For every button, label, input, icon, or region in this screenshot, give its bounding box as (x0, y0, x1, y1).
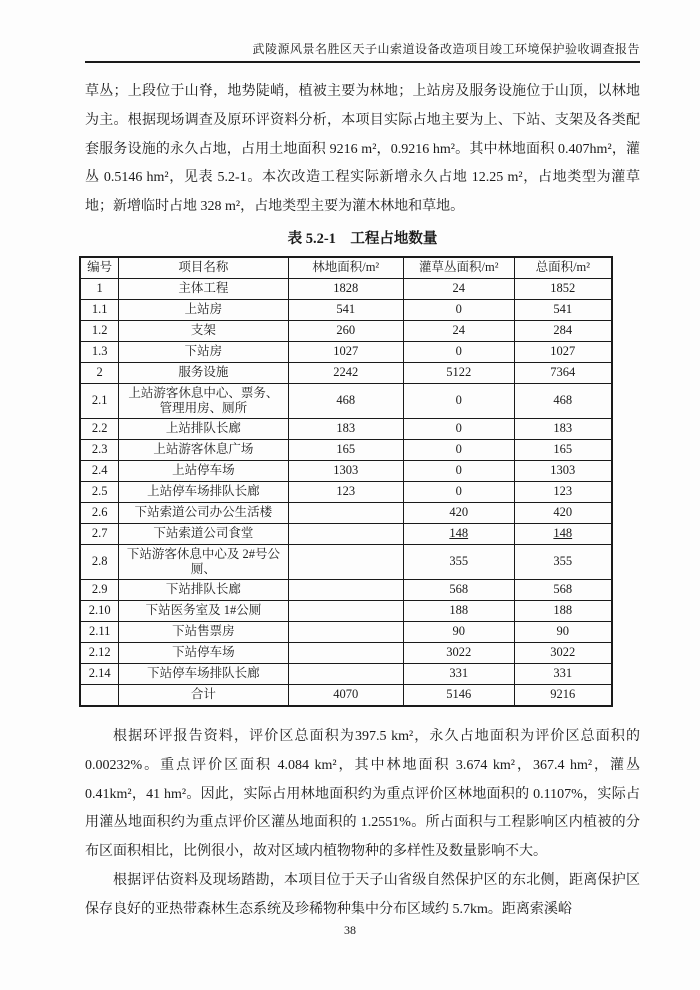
cell-project-name: 下站停车场 (119, 642, 288, 663)
cell-project-name: 上站停车场排队长廊 (119, 481, 288, 502)
cell-shrub-area: 0 (403, 439, 514, 460)
cell-shrub-area: 355 (403, 544, 514, 579)
cell-row-id: 2.9 (80, 579, 119, 600)
cell-shrub-area (403, 523, 514, 544)
table-header (80, 257, 612, 279)
cell-project-name: 支架 (119, 320, 288, 341)
table-row (80, 684, 612, 706)
cell-project-name: 下站游客休息中心及 2#号公厕、 (119, 544, 288, 579)
cell-total-area: 9216 (514, 684, 612, 706)
col-header-shrub-area: 灌草丛面积/m² (403, 257, 514, 279)
cell-total-area: 123 (514, 481, 612, 502)
cell-shrub-area: 5122 (403, 362, 514, 383)
cell-row-id: 2.1 (80, 383, 119, 418)
cell-row-id (80, 684, 119, 706)
cell-forest-area: 165 (288, 439, 403, 460)
cell-total-area: 183 (514, 418, 612, 439)
table-row (80, 502, 612, 523)
cell-shrub-area: 0 (403, 460, 514, 481)
cell-forest-area (288, 544, 403, 579)
cell-row-id: 2 (80, 362, 119, 383)
cell-total-area: 1027 (514, 341, 612, 362)
table-header-row (80, 257, 612, 279)
report-title: 武陵源风景名胜区天子山索道设备改造项目竣工环境保护验收调查报告 (252, 42, 640, 56)
cell-row-id: 1.2 (80, 320, 119, 341)
underlined-value: 148 (553, 526, 573, 541)
table-row (80, 663, 612, 684)
cell-shrub-area: 0 (403, 481, 514, 502)
cell-project-name: 下站停车场排队长廊 (119, 663, 288, 684)
cell-project-name: 服务设施 (119, 362, 288, 383)
cell-row-id: 2.8 (80, 544, 119, 579)
table-row (80, 621, 612, 642)
cell-total-area: 331 (514, 663, 612, 684)
cell-shrub-area: 24 (403, 320, 514, 341)
cell-forest-area (288, 502, 403, 523)
cell-total-area: 284 (514, 320, 612, 341)
cell-row-id: 2.4 (80, 460, 119, 481)
page-footer (0, 923, 700, 938)
cell-total-area (514, 523, 612, 544)
table-caption: 表 5.2-1 工程占地数量 (287, 230, 438, 247)
cell-shrub-area: 188 (403, 600, 514, 621)
cell-forest-area (288, 579, 403, 600)
cell-total-area: 165 (514, 439, 612, 460)
cell-project-name: 上站游客休息中心、票务、管理用房、厕所 (119, 383, 288, 418)
cell-forest-area (288, 600, 403, 621)
table-row (80, 523, 612, 544)
table-row (80, 439, 612, 460)
col-header-project-name: 项目名称 (119, 257, 288, 279)
cell-project-name: 合计 (119, 684, 288, 706)
cell-shrub-area: 3022 (403, 642, 514, 663)
col-header-id: 编号 (80, 257, 119, 279)
cell-row-id: 1.3 (80, 341, 119, 362)
cell-shrub-area: 0 (403, 299, 514, 320)
cell-forest-area: 1303 (288, 460, 403, 481)
cell-row-id: 1 (80, 278, 119, 299)
table-row (80, 460, 612, 481)
cell-forest-area: 123 (288, 481, 403, 502)
table-row (80, 320, 612, 341)
table-row (80, 362, 612, 383)
cell-total-area: 1303 (514, 460, 612, 481)
table-row (80, 579, 612, 600)
cell-row-id: 2.2 (80, 418, 119, 439)
cell-total-area: 355 (514, 544, 612, 579)
underlined-value: 148 (449, 526, 469, 541)
cell-project-name: 下站医务室及 1#公厕 (119, 600, 288, 621)
paragraph-site-survey: 根据评估资料及现场踏勘，本项目位于天子山省级自然保护区的东北侧，距离保护区保存良好的亚热带森林生态系统及珍稀物种集中分布区域约 5.7km。距离索溪峪 (85, 872, 640, 917)
cell-project-name: 下站索道公司办公生活楼 (119, 502, 288, 523)
land-occupation-table (79, 256, 613, 707)
table-row (80, 544, 612, 579)
cell-forest-area: 541 (288, 299, 403, 320)
col-header-total-area: 总面积/m² (514, 257, 612, 279)
cell-total-area: 420 (514, 502, 612, 523)
table-row (80, 341, 612, 362)
paragraph-eia-analysis: 根据环评报告资料，评价区总面积为397.5 km²，永久占地面积为评价区总面积的0.00232%。重点评价区面积 4.084 km²，其中林地面积 3.674 km²，367.4 hm²，灌丛 0.41km²，41 hm²。因此，实际占用林地面积约为重点评价区林地面积的 0.1107%，实际占用灌丛地面积约为重点评价区灌丛地面积的 1.2551%。所占面积与工程影响区内植被的分布区面积相比，比例很小，故对区域内植物物种的多样性及数量影响不大。 (85, 728, 640, 860)
cell-forest-area (288, 642, 403, 663)
table-row (80, 642, 612, 663)
table-row (80, 383, 612, 418)
cell-row-id: 2.5 (80, 481, 119, 502)
cell-project-name: 下站房 (119, 341, 288, 362)
cell-total-area: 568 (514, 579, 612, 600)
cell-total-area: 3022 (514, 642, 612, 663)
cell-project-name: 上站停车场 (119, 460, 288, 481)
cell-project-name: 下站索道公司食堂 (119, 523, 288, 544)
table-row (80, 278, 612, 299)
cell-row-id: 2.7 (80, 523, 119, 544)
cell-total-area: 90 (514, 621, 612, 642)
paragraph-land-occupation: 草丛；上段位于山脊，地势陡峭，植被主要为林地；上站房及服务设施位于山顶，以林地为主。根据现场调查及原环评资料分析，本项目实际占地主要为上、下站、支架及各类配套服务设施的永久占地，占用土地面积 9216 m²，0.9216 hm²。其中林地面积 0.407hm²，灌丛 0.5146 hm²，见表 5.2-1。本次改造工程实际新增永久占地 12.25 m²，占地类型为灌草地；新增临时占地 328 m²，占地类型主要为灌木林地和草地。 (85, 84, 640, 215)
page-header (85, 42, 640, 63)
cell-shrub-area: 331 (403, 663, 514, 684)
cell-forest-area (288, 523, 403, 544)
table-row (80, 299, 612, 320)
cell-project-name: 上站排队长廊 (119, 418, 288, 439)
cell-total-area: 468 (514, 383, 612, 418)
table-row (80, 481, 612, 502)
cell-forest-area: 2242 (288, 362, 403, 383)
cell-project-name: 下站排队长廊 (119, 579, 288, 600)
cell-shrub-area: 0 (403, 383, 514, 418)
cell-forest-area: 468 (288, 383, 403, 418)
cell-project-name: 下站售票房 (119, 621, 288, 642)
col-header-forest-area: 林地面积/m² (288, 257, 403, 279)
cell-forest-area: 260 (288, 320, 403, 341)
cell-row-id: 2.10 (80, 600, 119, 621)
cell-forest-area: 183 (288, 418, 403, 439)
cell-shrub-area: 420 (403, 502, 514, 523)
cell-total-area: 7364 (514, 362, 612, 383)
cell-forest-area: 1027 (288, 341, 403, 362)
cell-forest-area (288, 663, 403, 684)
table-row (80, 600, 612, 621)
cell-forest-area: 1828 (288, 278, 403, 299)
cell-row-id: 2.14 (80, 663, 119, 684)
cell-shrub-area: 568 (403, 579, 514, 600)
cell-forest-area: 4070 (288, 684, 403, 706)
cell-row-id: 2.6 (80, 502, 119, 523)
cell-row-id: 2.11 (80, 621, 119, 642)
cell-shrub-area: 5146 (403, 684, 514, 706)
cell-shrub-area: 24 (403, 278, 514, 299)
cell-project-name: 主体工程 (119, 278, 288, 299)
cell-total-area: 188 (514, 600, 612, 621)
cell-total-area: 1852 (514, 278, 612, 299)
land-table-body (80, 278, 612, 706)
cell-project-name: 上站房 (119, 299, 288, 320)
cell-row-id: 2.3 (80, 439, 119, 460)
cell-shrub-area: 0 (403, 418, 514, 439)
cell-row-id: 1.1 (80, 299, 119, 320)
cell-row-id: 2.12 (80, 642, 119, 663)
table-row (80, 418, 612, 439)
cell-total-area: 541 (514, 299, 612, 320)
cell-project-name: 上站游客休息广场 (119, 439, 288, 460)
page-number: 38 (344, 923, 356, 937)
cell-shrub-area: 0 (403, 341, 514, 362)
cell-shrub-area: 90 (403, 621, 514, 642)
cell-forest-area (288, 621, 403, 642)
